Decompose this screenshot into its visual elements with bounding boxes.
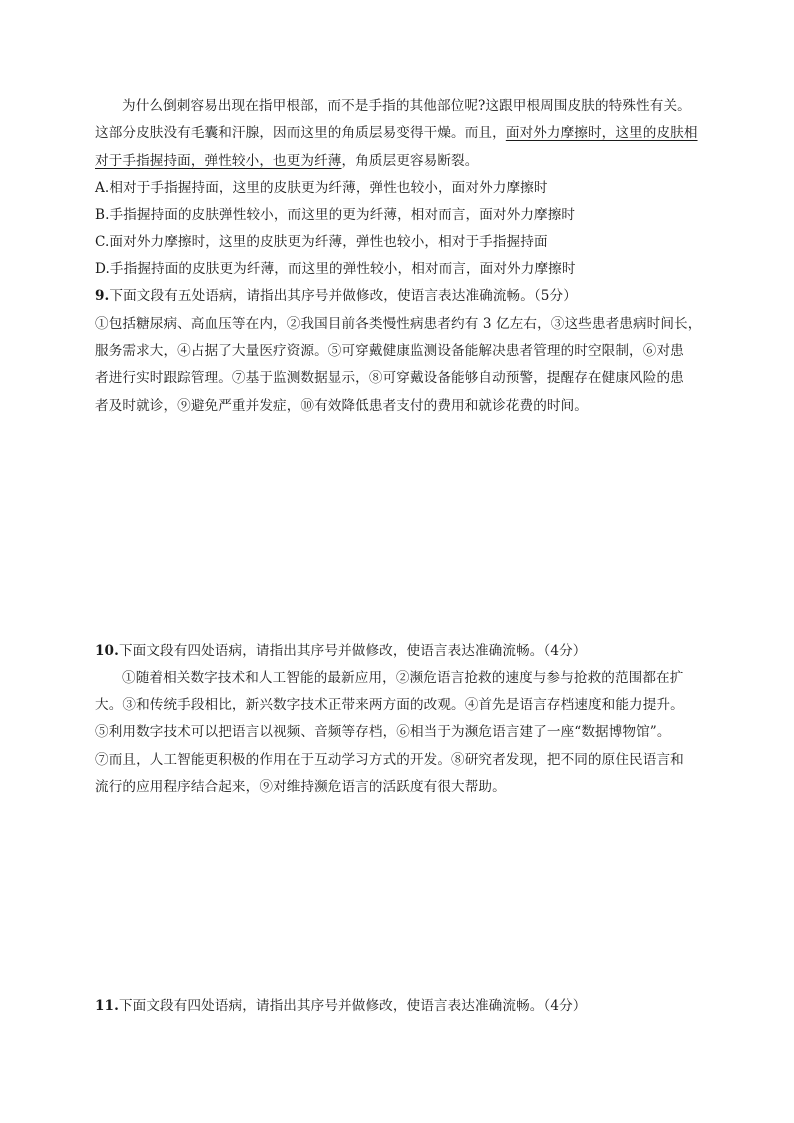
question-10-line-2: 大。③和传统手段相比，新兴数字技术正带来两方面的改观。④首先是语言存档速度和能力提升。 xyxy=(95,697,684,713)
passage-line-3 xyxy=(95,152,478,170)
option-d: D.手指握持面的皮肤更为纤薄，而这里的弹性较小，相对而言，面对外力摩擦时 xyxy=(95,261,576,277)
question-9-line-1: ①包括糖尿病、高血压等在内，②我国目前各类慢性病患者约有 3 亿左右，③这些患者患病时间长， xyxy=(95,316,702,332)
passage-line-2-text: 这部分皮肤没有毛囊和汗腺，因而这里的角质层易变得干燥。而且， xyxy=(95,125,506,141)
question-10-line-3: ⑤利用数字技术可以把语言以视频、音频等存档，⑥相当于为濒危语言建了一座“数据博物馆”。 xyxy=(95,724,671,740)
option-a: A.相对于手指握持面，这里的皮肤更为纤薄，弹性也较小，面对外力摩擦时 xyxy=(95,180,548,196)
question-9-number: 9. xyxy=(95,288,110,304)
question-10-text: 下面文段有四处语病，请指出其序号并做修改，使语言表达准确流畅。（4分） xyxy=(118,643,587,659)
question-9-line-2: 服务需求大，④占据了大量医疗资源。⑤可穿戴健康监测设备能解决患者管理的时空限制，⑥对患 xyxy=(95,343,684,359)
question-11-number: 11. xyxy=(95,998,119,1014)
passage-line-1: 为什么倒刺容易出现在指甲根部，而不是手指的其他部位呢?这跟甲根周围皮肤的特殊性有关。 xyxy=(122,98,691,114)
passage-line-3-text: ，角质层更容易断裂。 xyxy=(341,153,479,169)
question-9-text: 下面文段有五处语病，请指出其序号并做修改，使语言表达准确流畅。（5分） xyxy=(109,288,577,304)
underlined-sentence-part-1: 面对外力摩擦时，这里的皮肤相 xyxy=(505,125,698,141)
question-9-line-3: 者进行实时跟踪管理。⑦基于监测数据显示，⑧可穿戴设备能够自动预警，提醒存在健康风险的患 xyxy=(95,370,684,386)
underlined-sentence-part-2: 对于手指握持面，弹性较小，也更为纤薄 xyxy=(95,153,342,169)
passage-line-2 xyxy=(95,124,698,142)
question-10-line-1: ①随着相关数字技术和人工智能的最新应用，②濒危语言抢救的速度与参与抢救的范围都在扩 xyxy=(122,670,684,686)
option-b: B.手指握持面的皮肤弹性较小，而这里的更为纤薄，相对而言，面对外力摩擦时 xyxy=(95,207,576,223)
question-10-number: 10. xyxy=(95,643,119,659)
question-11-text: 下面文段有四处语病，请指出其序号并做修改，使语言表达准确流畅。（4分） xyxy=(118,998,587,1014)
question-10-line-5: 流行的应用程序结合起来，⑨对维持濒危语言的活跃度有很大帮助。 xyxy=(95,779,506,795)
question-10-line-4: ⑦而且，人工智能更积极的作用在于互动学习方式的开发。⑧研究者发现，把不同的原住民语言和 xyxy=(95,752,684,768)
option-c: C.面对外力摩擦时，这里的皮肤更为纤薄，弹性也较小，相对于手指握持面 xyxy=(95,234,548,250)
question-9-line-4: 者及时就诊，⑨避免严重并发症，⑩有效降低患者支付的费用和就诊花费的时间。 xyxy=(95,398,588,414)
question-11-prompt xyxy=(95,997,587,1015)
question-10-prompt xyxy=(95,642,587,660)
question-9-prompt xyxy=(95,287,577,305)
